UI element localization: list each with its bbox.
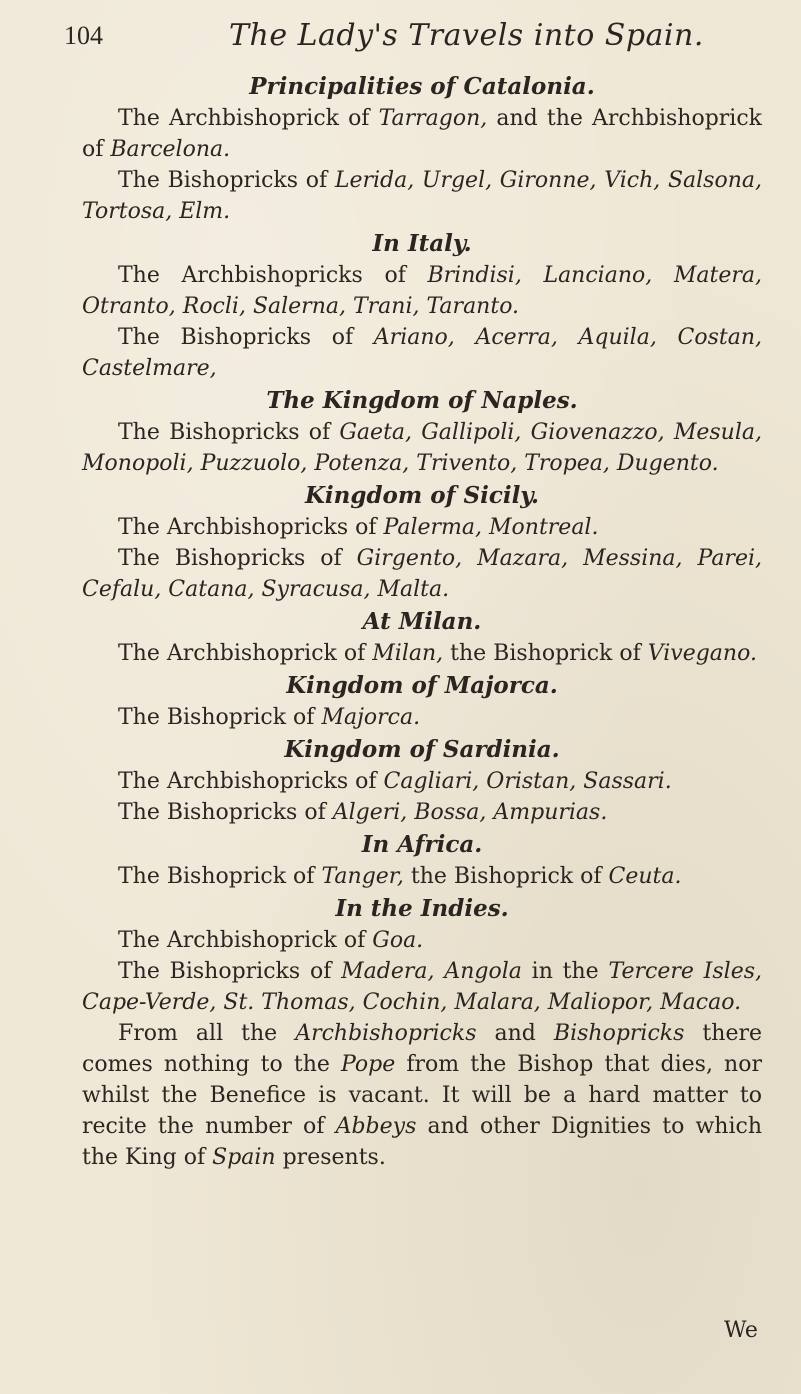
page-body xyxy=(82,70,762,1173)
section-title: Principalities of Catalonia. xyxy=(249,73,595,100)
section-title: In Italy. xyxy=(372,230,472,257)
section-title: Kingdom of Sicily. xyxy=(304,482,540,509)
list-item: The Archbishoprick of Goa. xyxy=(118,928,424,953)
list-item: The Bishoprick of Tanger, the Bishoprick of Ceuta. xyxy=(118,864,682,889)
list-item: The Bishopricks of Girgento, Mazara, Messina, Parei, Cefalu, Catana, Syracusa, Malta. xyxy=(82,546,762,602)
running-title: The Lady's Travels into Spain. xyxy=(229,18,704,53)
list-item: The Bishopricks of Algeri, Bossa, Ampurias. xyxy=(118,800,608,825)
catchword: We xyxy=(724,1318,758,1343)
list-item: The Bishoprick of Majorca. xyxy=(118,705,421,730)
list-item: The Bishopricks of Ariano, Acerra, Aquila, Costan, Castelmare, xyxy=(82,325,762,381)
section-title: Kingdom of Sardinia. xyxy=(284,736,560,763)
section-title: Kingdom of Majorca. xyxy=(286,672,558,699)
section-title: The Kingdom of Naples. xyxy=(266,387,578,414)
list-item: The Archbishopricks of Cagliari, Oristan, Sassari. xyxy=(118,769,672,794)
list-item: The Bishopricks of Lerida, Urgel, Gironne, Vich, Salsona, Tortosa, Elm. xyxy=(82,168,762,224)
list-item: The Bishopricks of Madera, Angola in the Tercere Isles, Cape-Verde, St. Thomas, Cochin, Malara, Maliopor, Macao. xyxy=(82,959,762,1015)
section-title: At Milan. xyxy=(362,608,482,635)
page-number: 104 xyxy=(64,21,103,50)
section-title: In the Indies. xyxy=(335,895,509,922)
list-item: The Archbishoprick of Tarragon, and the Archbishoprick of Barcelona. xyxy=(82,106,762,162)
list-item: The Archbishoprick of Milan, the Bishoprick of Vivegano. xyxy=(118,641,757,666)
section-title: In Africa. xyxy=(361,831,483,858)
page-header xyxy=(64,14,744,58)
list-item: The Bishopricks of Gaeta, Gallipoli, Giovenazzo, Mesula, Monopoli, Puzzuolo, Potenza, Trivento, Tropea, Dugento. xyxy=(82,420,762,476)
list-item: The Archbishopricks of Brindisi, Lanciano, Matera, Otranto, Rocli, Salerna, Trani, Taranto. xyxy=(82,263,763,319)
closing-paragraph: From all the Archbishopricks and Bishopricks there comes nothing to the Pope from the Bishop that dies, nor whilst the Benefice is vacant. It will be a hard matter to recite the number of Abbeys and other Dignities to which the King of Spain presents. xyxy=(82,1021,762,1170)
list-item: The Archbishopricks of Palerma, Montreal. xyxy=(118,515,599,540)
